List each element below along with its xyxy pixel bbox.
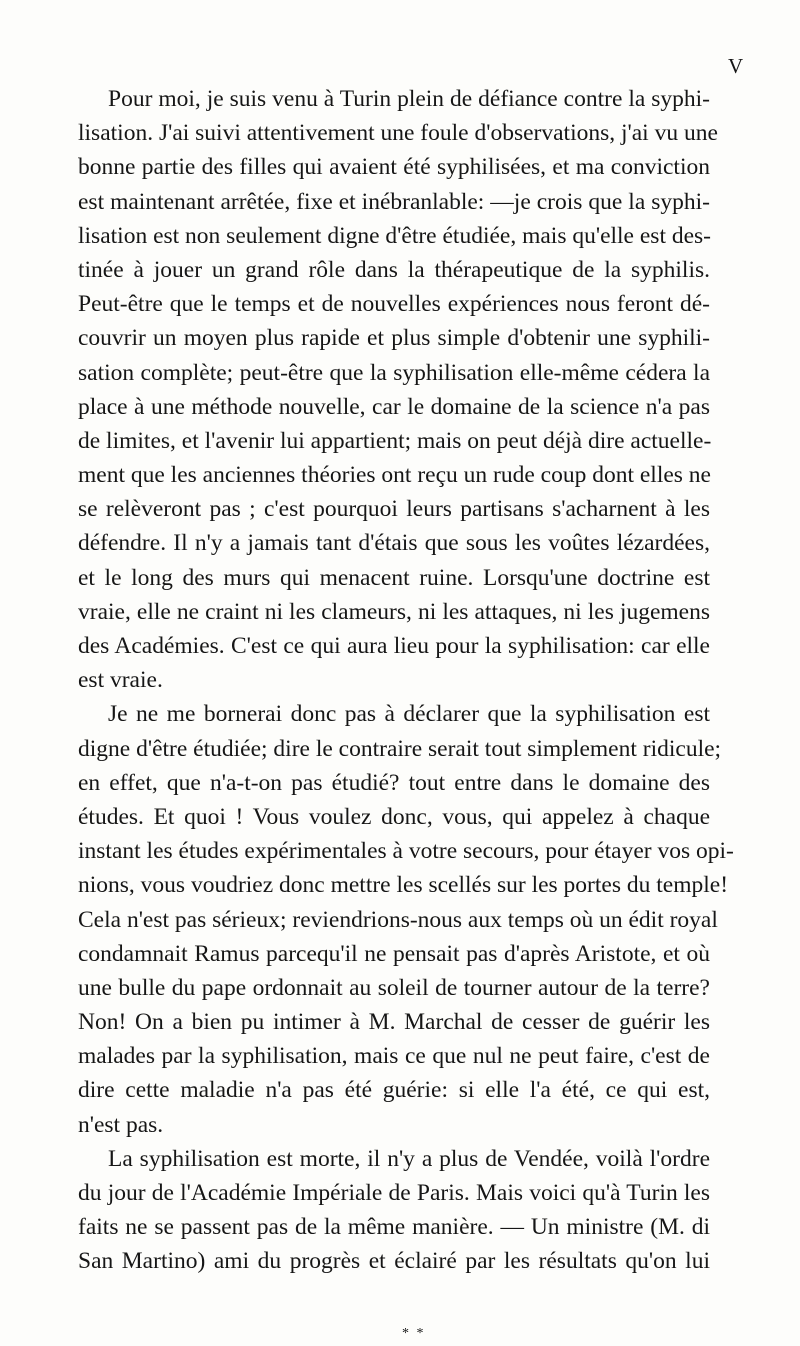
text-line: est maintenant arrêtée, fixe et inébranlable: —je crois que la syphi- [78, 188, 710, 215]
text-line: n'est pas. [78, 1111, 164, 1138]
text-line: dire cette maladie n'a pas été guérie: si elle l'a été, ce qui est, [78, 1077, 710, 1104]
text-line: et le long des murs qui menacent ruine. Lorsqu'une doctrine est [78, 564, 710, 591]
text-line: lisation est non seulement digne d'être étudiée, mais qu'elle est des- [78, 222, 711, 249]
text-line: nions, vous voudriez donc mettre les scellés sur les portes du temple! [78, 872, 729, 899]
text-line: des Académies. C'est ce qui aura lieu pour la syphilisation: car elle [78, 633, 710, 659]
text-line: San Martino) ami du progrès et éclairé par les résultats qu'on lui [78, 1248, 710, 1275]
text-line: place à une méthode nouvelle, car le domaine de la science n'a pas [78, 393, 710, 420]
text-line: La syphilisation est morte, il n'y a plus de Vendée, voilà l'ordre [108, 1145, 710, 1172]
text-line: sation complète; peut-être que la syphilisation elle-même cédera la [78, 359, 710, 386]
text-line: Pour moi, je suis venu à Turin plein de défiance contre la syphi- [108, 86, 710, 112]
text-line: études. Et quoi ! Vous voulez donc, vous, qui appelez à chaque [78, 803, 710, 830]
text-line: une bulle du pape ordonnait au soleil de tourner autour de la terre? [78, 974, 710, 1001]
page-number: V [728, 54, 744, 78]
text-line: Peut-être que le temps et de nouvelles expériences nous feront dé- [78, 291, 710, 318]
text-line: condamnait Ramus parcequ'il ne pensait pas d'après Aristote, et où [78, 940, 710, 967]
text-line: de limites, et l'avenir lui appartient; mais on peut déjà dire actuelle- [78, 427, 712, 454]
text-line: en effet, que n'a-t-on pas étudié? tout entre dans le domaine des [78, 769, 710, 796]
text-line: défendre. Il n'y a jamais tant d'étais que sous les voûtes lézardées, [78, 530, 710, 557]
text-line: digne d'être étudiée; dire le contraire serait tout simplement ridicule; [78, 735, 722, 762]
text-line: du jour de l'Académie Impériale de Paris. Mais voici qu'à Turin les [78, 1180, 710, 1206]
text-line: ment que les anciennes théories ont reçu un rude coup dont elles ne [78, 462, 711, 489]
text-line: se relèveront pas ; c'est pourquoi leurs partisans s'acharnent à les [78, 496, 710, 523]
text-line: faits ne se passent pas de la même manière. — Un ministre (M. di [78, 1214, 710, 1241]
text-line: bonne partie des filles qui avaient été syphilisées, et ma conviction [78, 154, 710, 181]
text-line: tinée à jouer un grand rôle dans la thérapeutique de la syphilis. [78, 256, 710, 283]
text-line: instant les études expérimentales à votre secours, pour étayer vos opi- [78, 838, 734, 865]
text-line: Non! On a bien pu intimer à M. Marchal de cesser de guérir les [78, 1009, 710, 1036]
text-line: malades par la syphilisation, mais ce que nul ne peut faire, c'est de [78, 1043, 710, 1070]
text-line: est vraie. [78, 667, 163, 694]
text-line: lisation. J'ai suivi attentivement une foule d'observations, j'ai vu une [78, 120, 718, 147]
body-text [78, 82, 734, 1279]
text-line: vraie, elle ne craint ni les clameurs, ni les attaques, ni les jugemens [78, 598, 710, 625]
signature-mark: * * [402, 1326, 426, 1341]
text-line: Je ne me bornerai donc pas à déclarer que la syphilisation est [108, 701, 710, 728]
text-line: couvrir un moyen plus rapide et plus simple d'obtenir une syphili- [78, 325, 710, 352]
text-line: Cela n'est pas sérieux; reviendrions-nous aux temps où un édit royal [78, 906, 718, 933]
